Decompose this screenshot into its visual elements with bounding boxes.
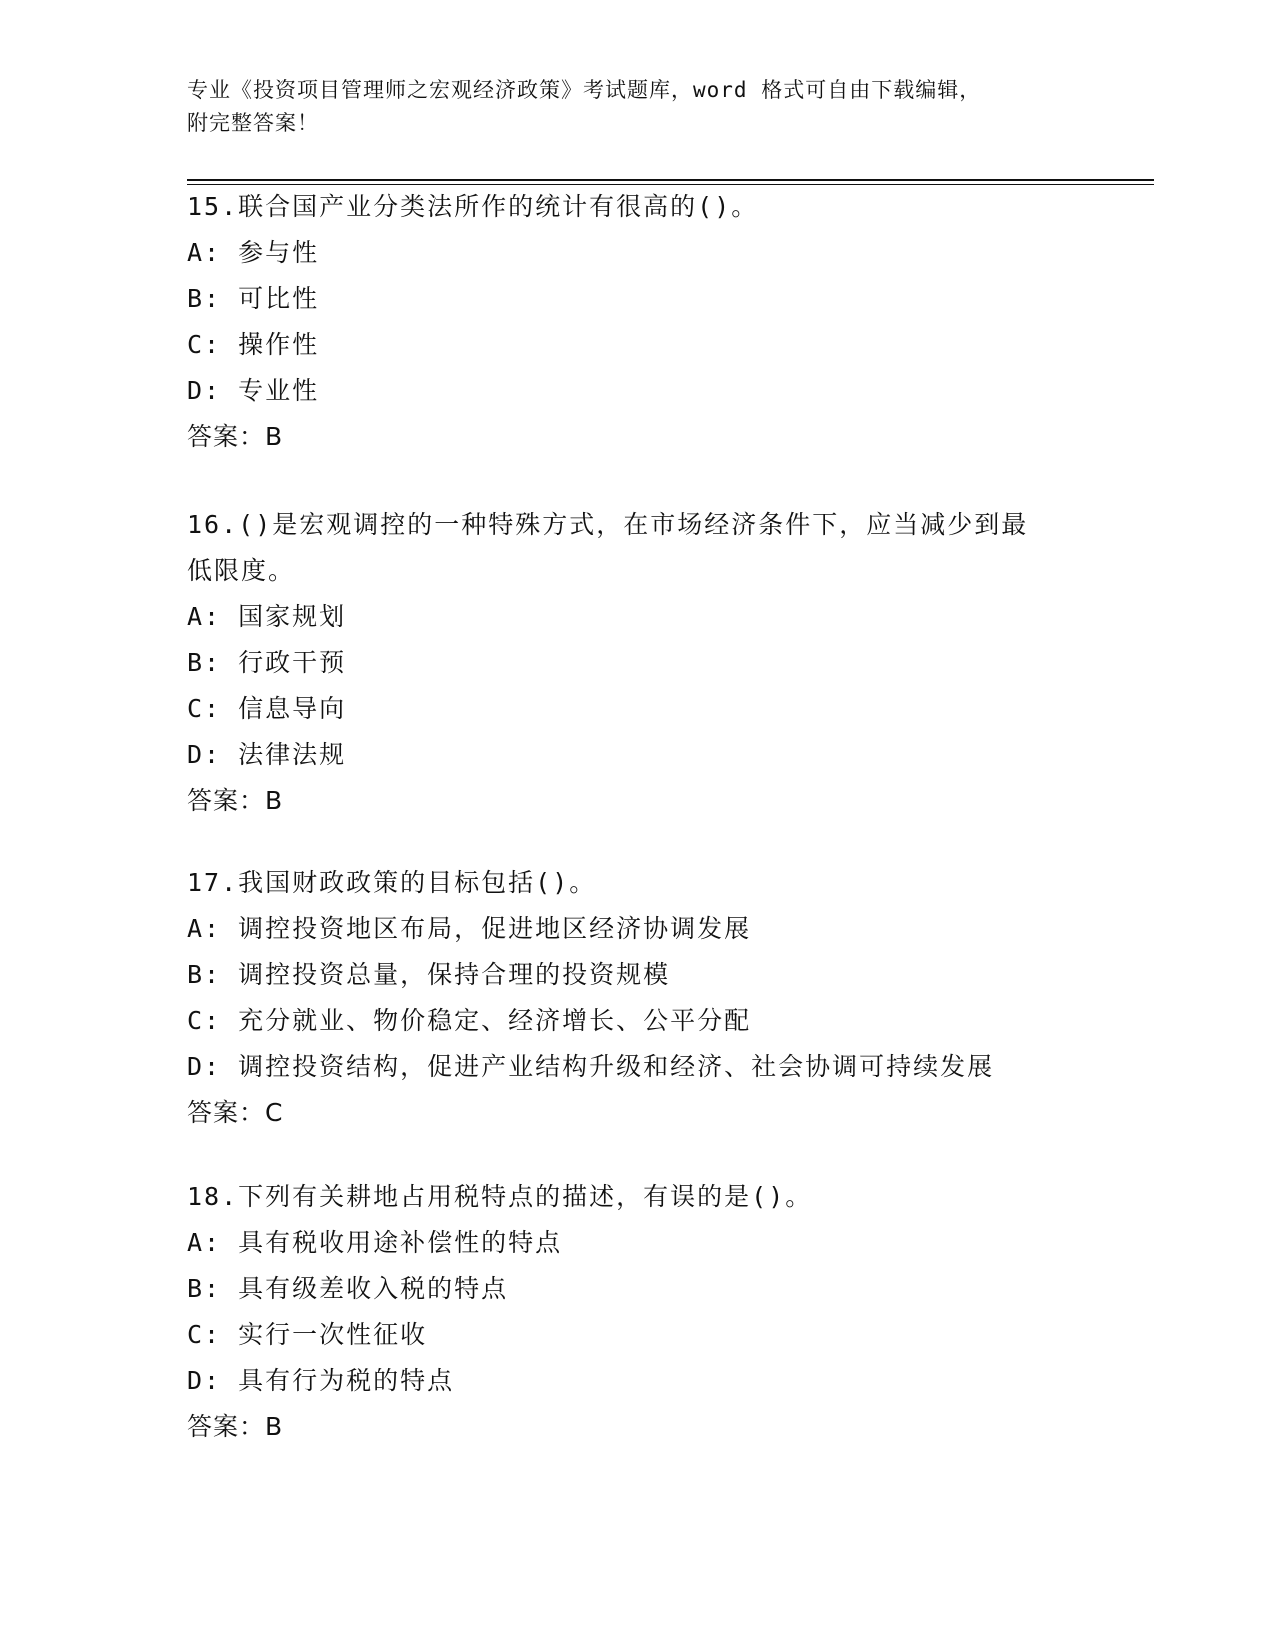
question-18 (187, 1174, 1087, 1450)
option-c: C: 信息导向 (187, 694, 347, 723)
question-stem: 18.下列有关耕地占用税特点的描述，有误的是()。 (187, 1182, 813, 1211)
header-line-2: 附完整答案！ (187, 111, 319, 135)
option-b: B: 行政干预 (187, 648, 347, 677)
option-a: A: 具有税收用途补偿性的特点 (187, 1228, 563, 1257)
question-15 (187, 184, 1087, 460)
option-d: D: 具有行为税的特点 (187, 1366, 455, 1395)
question-stem-continued: 低限度。 (187, 556, 296, 585)
option-c: C: 充分就业、物价稳定、经济增长、公平分配 (187, 1006, 752, 1035)
question-stem: 17.我国财政政策的目标包括()。 (187, 868, 597, 897)
option-c: C: 实行一次性征收 (187, 1320, 428, 1349)
option-a: A: 国家规划 (187, 602, 347, 631)
option-d: D: 调控投资结构，促进产业结构升级和经济、社会协调可持续发展 (187, 1052, 995, 1081)
answer-label: 答案：B (187, 422, 284, 451)
question-16 (187, 502, 1087, 824)
option-d: D: 法律法规 (187, 740, 347, 769)
question-stem: 15.联合国产业分类法所作的统计有很高的()。 (187, 192, 759, 221)
option-a: A: 调控投资地区布局，促进地区经济协调发展 (187, 914, 752, 943)
option-b: B: 具有级差收入税的特点 (187, 1274, 509, 1303)
question-17 (187, 860, 1087, 1136)
question-stem: 16.()是宏观调控的一种特殊方式，在市场经济条件下，应当减少到最 (187, 510, 1029, 539)
option-b: B: 调控投资总量，保持合理的投资规模 (187, 960, 671, 989)
header-line-1: 专业《投资项目管理师之宏观经济政策》考试题库，word 格式可自由下载编辑， (187, 78, 982, 102)
answer-label: 答案：B (187, 1412, 284, 1441)
option-c: C: 操作性 (187, 330, 320, 359)
option-d: D: 专业性 (187, 376, 320, 405)
option-a: A: 参与性 (187, 238, 320, 267)
document-header (187, 74, 1087, 140)
header-divider-thick (187, 179, 1154, 181)
option-b: B: 可比性 (187, 284, 320, 313)
answer-label: 答案：B (187, 786, 284, 815)
answer-label: 答案：C (187, 1098, 284, 1127)
